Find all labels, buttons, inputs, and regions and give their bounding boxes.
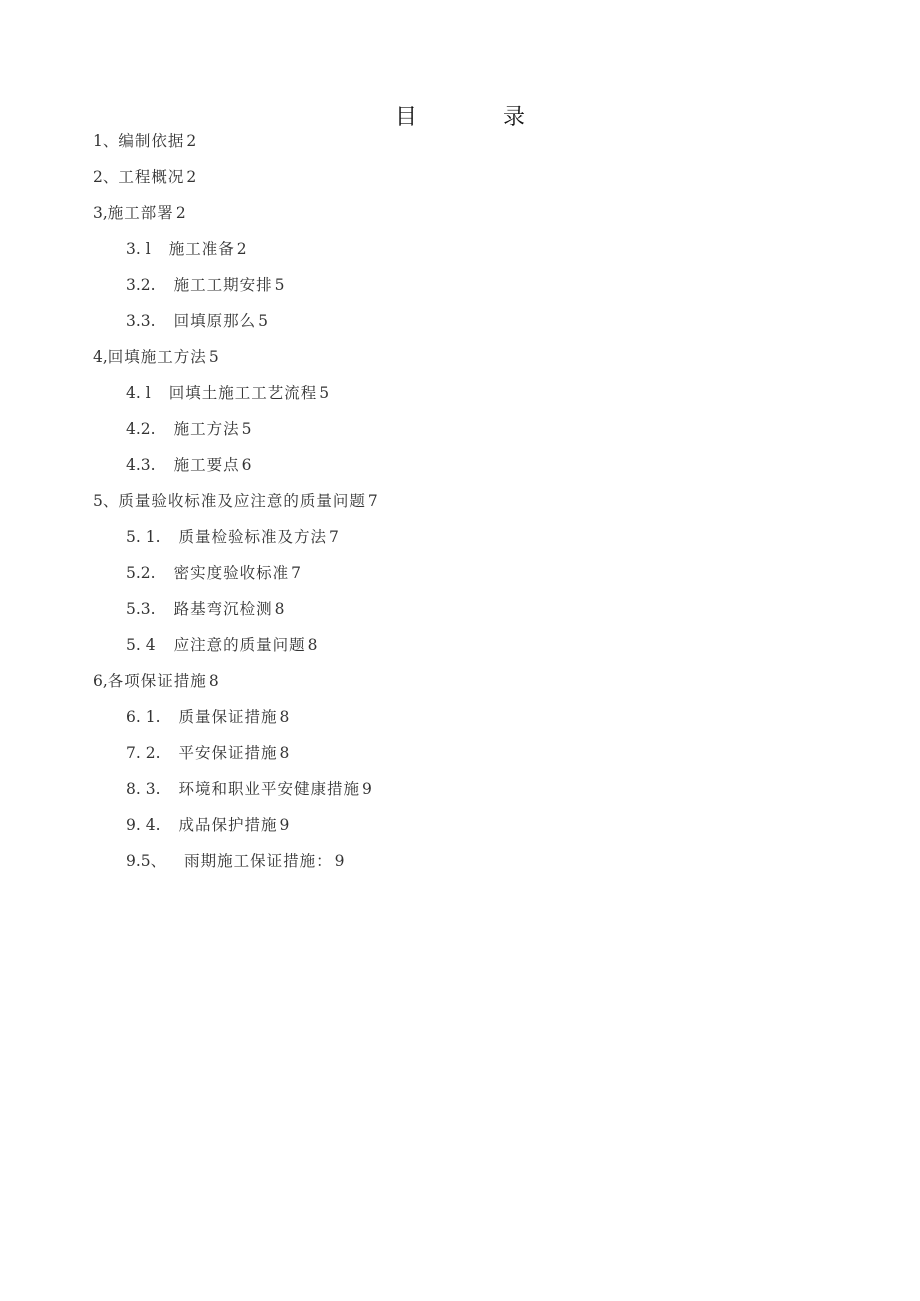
toc-entry[interactable] [0, 486, 920, 522]
toc-entry-page-number: 5 [319, 384, 330, 402]
toc-entry-title: 平安保证措施 [178, 744, 278, 762]
toc-entry[interactable] [0, 666, 920, 702]
toc-entry[interactable] [0, 414, 920, 450]
toc-entry[interactable] [0, 594, 920, 630]
toc-entry[interactable] [0, 270, 920, 306]
toc-entry-title: 各项保证措施 [107, 672, 207, 690]
toc-entry[interactable] [0, 630, 920, 666]
toc-entry-title: 回填土施工工艺流程 [168, 384, 318, 402]
toc-entry-title: 回填原那么 [173, 312, 257, 330]
toc-entry-page-number: 7 [367, 492, 378, 510]
toc-entry-title: 回填施工方法 [107, 348, 207, 366]
toc-entry-title: 应注意的质量问题 [173, 636, 306, 654]
toc-entry-page-number: 6 [241, 456, 252, 474]
toc-entry-title: 施工准备 [168, 240, 235, 258]
toc-entry-title: 雨期施工保证措施： [184, 852, 333, 870]
toc-entry-title: 施工工期安排 [173, 276, 273, 294]
toc-entry-title: 质量验收标准及应注意的质量问题 [118, 492, 366, 510]
toc-entry-page-number: 5 [258, 312, 268, 330]
toc-entry-page-number: 8 [279, 708, 290, 726]
toc-entry-number: 4.3. [126, 456, 156, 474]
toc-title-char-1: 目 [394, 105, 417, 130]
toc-entry-page-number: 9 [334, 852, 345, 870]
toc-entry-number: 5.3. [126, 600, 156, 618]
toc-entry-number: 3.2. [126, 276, 156, 294]
toc-entry[interactable] [0, 342, 920, 378]
toc-entry-number: 4.2. [126, 420, 156, 438]
toc-entry-number: 4, [93, 348, 108, 366]
toc-title-char-2: 录 [503, 105, 526, 130]
toc-entry-number: 1、 [93, 132, 119, 150]
toc-entry-page-number: 2 [236, 240, 247, 258]
toc-entry[interactable] [0, 522, 920, 558]
toc-entry-title: 质量检验标准及方法 [178, 528, 328, 546]
toc-entry-page-number: 8 [274, 600, 285, 618]
toc-entry[interactable] [0, 810, 920, 846]
toc-entry-number: 3.3. [126, 312, 156, 330]
toc-entry-number: 5. 4 [126, 636, 156, 654]
toc-entry-number: 5.2. [126, 564, 156, 582]
toc-entry-page-number: 2 [175, 204, 186, 222]
toc-entry-number: 6. 1. [126, 708, 161, 726]
toc-entry-title: 成品保护措施 [178, 816, 278, 834]
toc-entry-page-number: 8 [208, 672, 219, 690]
toc-entry[interactable] [0, 774, 920, 810]
toc-entry-page-number: 8 [307, 636, 318, 654]
toc-entry-title: 施工部署 [107, 204, 174, 222]
toc-entry-page-number: 8 [279, 744, 290, 762]
toc-entry-number: 3. l [126, 240, 151, 258]
toc-entry-number: 5、 [93, 492, 119, 510]
toc-entry-page-number: 2 [186, 168, 197, 186]
toc-entry-title: 密实度验收标准 [173, 564, 290, 582]
toc-entry-page-number: 9 [362, 780, 372, 798]
toc-entry[interactable] [0, 306, 920, 342]
toc-entry-page-number: 2 [186, 132, 197, 150]
toc-entry[interactable] [0, 738, 920, 774]
toc-entry-page-number: 7 [329, 528, 339, 546]
toc-entry-number: 7. 2. [126, 744, 161, 762]
toc-entry-page-number: 5 [274, 276, 285, 294]
toc-entry-number: 3, [93, 204, 108, 222]
toc-entry-page-number: 7 [291, 564, 301, 582]
toc-entry[interactable] [0, 558, 920, 594]
toc-entry-title: 施工方法 [173, 420, 240, 438]
toc-entry-title: 施工要点 [173, 456, 240, 474]
toc-entry[interactable] [0, 126, 920, 162]
toc-entry-number: 9.5、 [126, 852, 167, 870]
toc-entry[interactable] [0, 378, 920, 414]
toc-entry-number: 9. 4. [126, 816, 161, 834]
toc-entry-number: 4. l [126, 384, 151, 402]
toc-entry[interactable] [0, 450, 920, 486]
toc-entry-number: 8. 3. [126, 780, 161, 798]
toc-entry-page-number: 5 [241, 420, 252, 438]
toc-entry[interactable] [0, 846, 920, 882]
toc-entry[interactable] [0, 162, 920, 198]
toc-entry-title: 环境和职业平安健康措施 [178, 780, 361, 798]
toc-entry-title: 路基弯沉检测 [173, 600, 273, 618]
toc-entry-page-number: 9 [279, 816, 290, 834]
toc-entry-page-number: 5 [208, 348, 219, 366]
toc-entry-number: 6, [93, 672, 108, 690]
toc-entry-number: 2、 [93, 168, 119, 186]
toc-entry-title: 编制依据 [118, 132, 185, 150]
toc-entry-title: 质量保证措施 [178, 708, 278, 726]
toc-entry[interactable] [0, 234, 920, 270]
toc-entry-number: 5. 1. [126, 528, 161, 546]
toc-entry[interactable] [0, 702, 920, 738]
toc-entry-title: 工程概况 [118, 168, 185, 186]
table-of-contents [0, 126, 920, 882]
toc-entry[interactable] [0, 198, 920, 234]
